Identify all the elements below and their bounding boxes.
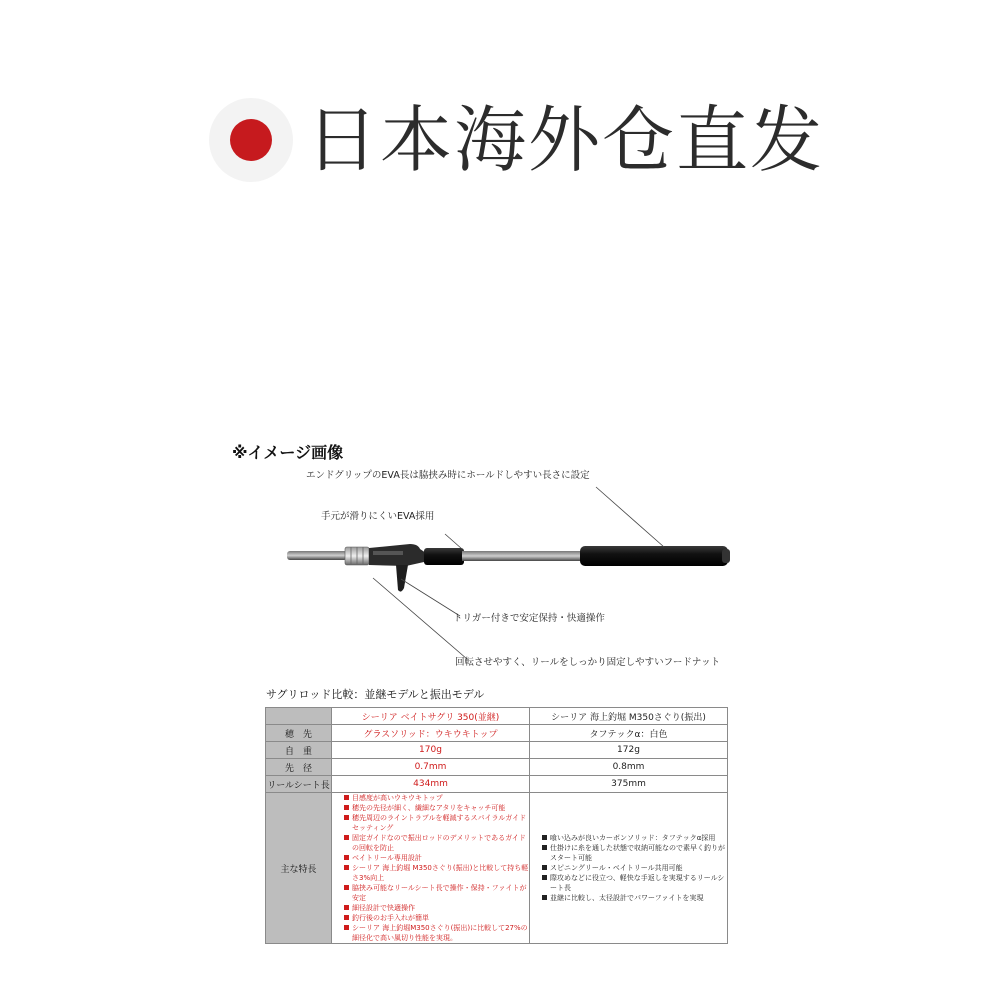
list-item: 穂先周辺のライントラブルを軽減するスパイラルガイドセッティング [344,813,529,833]
cell-a: グラスソリッド：ウキウキトップ [332,725,530,742]
list-item: 喰い込みが良いカーボンソリッド：タフテックα採用 [542,833,727,843]
list-item: 細径設計で快適操作 [344,903,529,913]
list-item: 穂先の先径が細く、繊細なアタリをキャッチ可能 [344,803,529,813]
list-item: シーリア 海上釣堀 M350さぐり(振出)と比較して持ち軽さ3%向上 [344,863,529,883]
cell-a: 434mm [332,776,530,793]
cell-b: 375mm [530,776,728,793]
table-row [266,725,728,742]
rod-tip-blank [287,551,347,560]
list-item: 目感度が高いウキウキトップ [344,793,529,803]
cell-b: タフテックα：白色 [530,725,728,742]
cell-a: 0.7mm [332,759,530,776]
column-header-a: シーリア ベイトサグリ 350(並継) [332,708,530,725]
list-item: ベイトリール専用設計 [344,853,529,863]
list-item: シーリア 海上釣堀M350さぐり(振出)に比較して27%の細径化で高い風切り性能を実現。 [344,923,529,943]
table-row [266,742,728,759]
list-item: 並継に比較し、太径設計でパワーファイトを実現 [542,893,727,903]
list-item: 仕掛けに糸を通した状態で収納可能なので素早く釣りがスタート可能 [542,843,727,863]
fore-grip [424,548,464,565]
comparison-table [265,707,728,944]
comparison-title: サグリロッド比較：並継モデルと振出モデル [266,688,485,701]
trigger [396,565,408,592]
table-header-row [266,708,728,725]
callout-hood-nut: 回転させやすく、リールをしっかり固定しやすいフードナット [455,657,721,668]
rod-mid-blank [462,551,582,561]
row-label: 自 重 [266,742,332,759]
cell-b: 172g [530,742,728,759]
cell-a: 170g [332,742,530,759]
row-label: リールシート長 [266,776,332,793]
end-grip [580,546,728,566]
features-a-list [332,793,529,943]
row-label: 先 径 [266,759,332,776]
table-row [266,776,728,793]
image-caption: ※イメージ画像 [232,443,344,462]
cell-b: 0.8mm [530,759,728,776]
row-label: 穂 先 [266,725,332,742]
table-header-blank [266,708,332,725]
list-item: 釣行後のお手入れが簡単 [344,913,529,923]
list-item: 際攻めなどに役立つ、軽快な手返しを実現するリールシート長 [542,873,727,893]
features-b-cell [530,793,728,944]
features-label: 主な特長 [266,793,332,944]
list-item: 脇挟み可能なリールシート長で操作・保持・ファイトが安定 [344,883,529,903]
features-b-list [530,833,727,903]
features-row [266,793,728,944]
callout-end-grip: エンドグリップのEVA長は脇挟み時にホールドしやすい長さに設定 [306,470,590,481]
callout-trigger: トリガー付きで安定保持・快適操作 [453,613,605,624]
list-item: 固定ガイドなので振出ロッドのデメリットであるガイドの回転を防止 [344,833,529,853]
list-item: スピニングリール・ベイトリール共用可能 [542,863,727,873]
features-a-cell [332,793,530,944]
column-header-b: シーリア 海上釣堀 M350さぐり(振出) [530,708,728,725]
callout-fore-grip: 手元が滑りにくいEVA採用 [321,511,435,522]
table-row [266,759,728,776]
page-title: 日本海外仓直发 [306,98,825,182]
